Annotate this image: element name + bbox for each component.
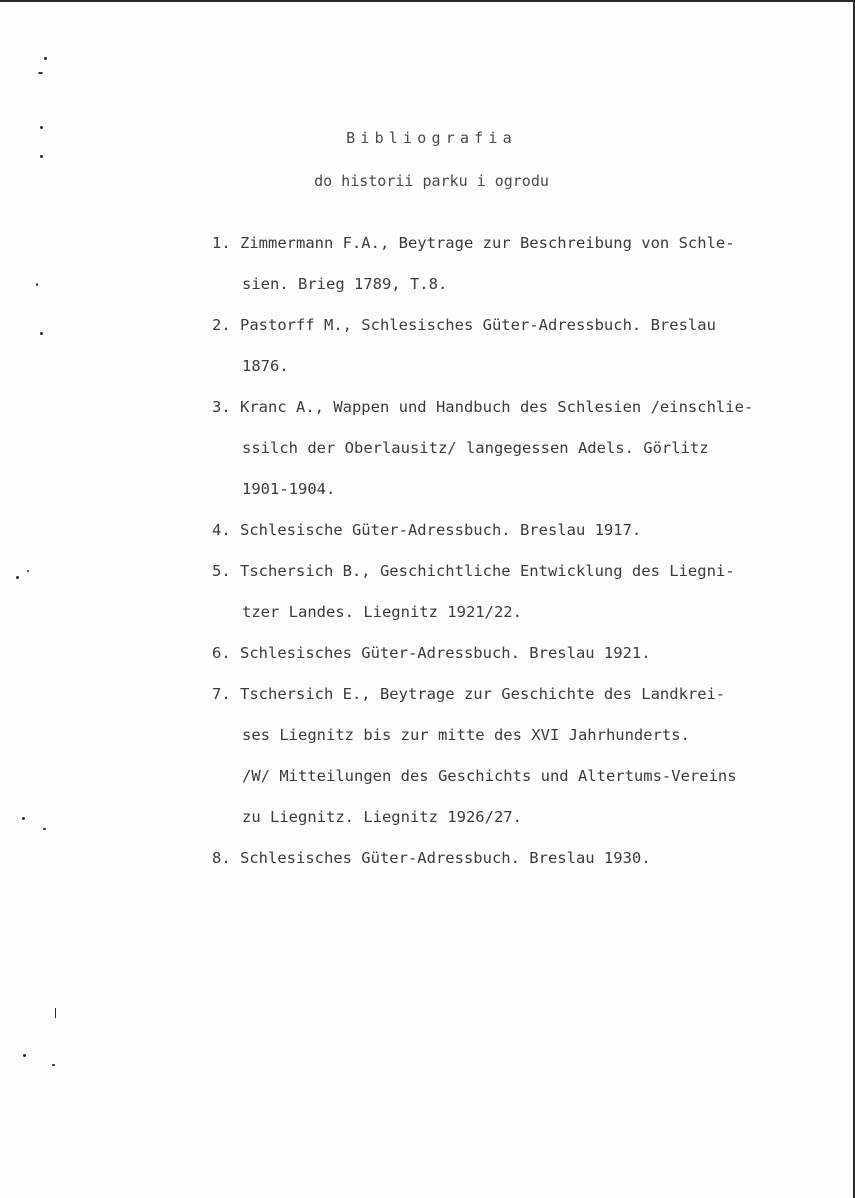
bibliography-entry-4-line-1: 4. Schlesische Güter-Adressbuch. Breslau 1917. xyxy=(212,521,642,539)
scan-speck xyxy=(36,283,38,286)
bibliography-entry-5-line-2: tzer Landes. Liegnitz 1921/22. xyxy=(242,603,522,621)
bibliography-entry-7-line-2: ses Liegnitz bis zur mitte des XVI Jahrhunderts. xyxy=(242,726,690,744)
bibliography-entry-3-line-3: 1901-1904. xyxy=(242,480,336,498)
bibliography-entry-1-line-1: 1. Zimmermann F.A., Beytrage zur Beschreibung von Schle- xyxy=(212,234,735,252)
scan-speck xyxy=(22,817,25,820)
bibliography-entry-3-line-2: ssilch der Oberlausitz/ langegessen Adels. Görlitz xyxy=(242,439,709,457)
document-subtitle: do historii parku i ogrodu xyxy=(314,172,549,190)
bibliography-entry-7-line-3: /W/ Mitteilungen des Geschichts und Altertums-Vereins xyxy=(242,767,737,785)
bibliography-entry-2-line-1: 2. Pastorff M., Schlesisches Güter-Adressbuch. Breslau xyxy=(212,316,716,334)
scan-speck xyxy=(38,72,43,74)
scan-speck xyxy=(43,828,46,830)
scan-speck xyxy=(40,332,43,335)
bibliography-entry-7-line-1: 7. Tschersich E., Beytrage zur Geschichte des Landkrei- xyxy=(212,685,726,703)
scan-speck xyxy=(44,57,47,60)
document-title: Bibliografia xyxy=(346,129,517,147)
bibliography-entry-6-line-1: 6. Schlesisches Güter-Adressbuch. Breslau 1921. xyxy=(212,644,651,662)
bibliography-list xyxy=(212,228,812,884)
bibliography-entry-8-line-1: 8. Schlesisches Güter-Adressbuch. Breslau 1930. xyxy=(212,849,651,867)
bibliography-entry-2-line-2: 1876. xyxy=(242,357,289,375)
bibliography-entry-5-line-1: 5. Tschersich B., Geschichtliche Entwicklung des Liegni- xyxy=(212,562,735,580)
scan-speck xyxy=(40,155,43,158)
bibliography-entry-7-line-4: zu Liegnitz. Liegnitz 1926/27. xyxy=(242,808,522,826)
scan-speck xyxy=(27,570,29,572)
scan-speck xyxy=(40,126,43,129)
scan-speck xyxy=(52,1064,55,1066)
scan-speck xyxy=(16,576,19,579)
bibliography-entry-1-line-2: sien. Brieg 1789, T.8. xyxy=(242,275,448,293)
scan-speck xyxy=(55,1008,56,1018)
bibliography-entry-3-line-1: 3. Kranc A., Wappen und Handbuch des Schlesien /einschlie- xyxy=(212,398,754,416)
scan-speck xyxy=(23,1054,26,1057)
